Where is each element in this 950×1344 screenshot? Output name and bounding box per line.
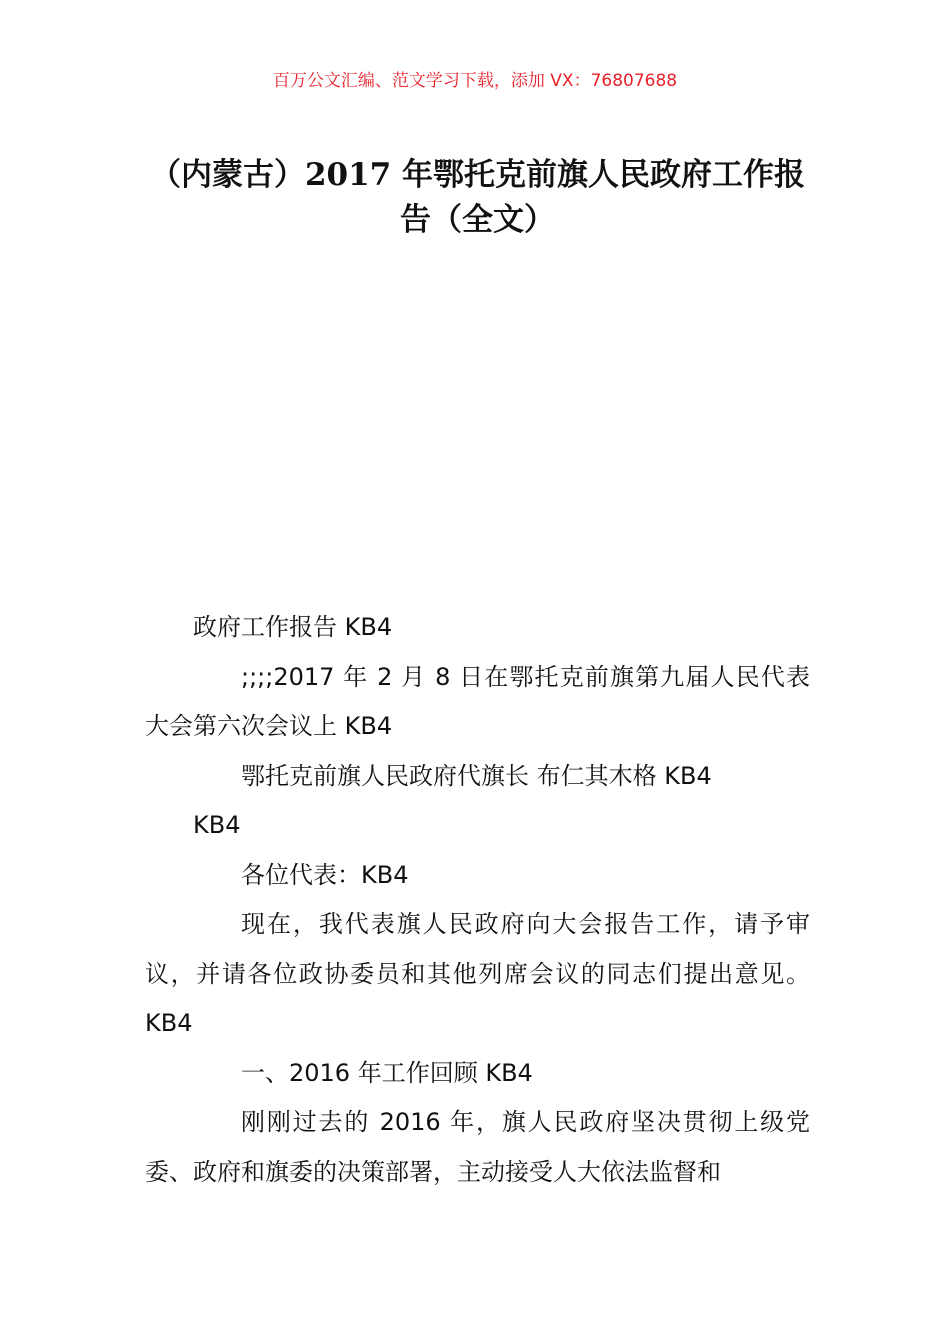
paragraph-meeting-date: ;;;;2017 年 2 月 8 日在鄂托克前旗第九届人民代表大会第六次会议上 KB4	[145, 662, 810, 740]
section-heading-review: 一、2016 年工作回顾 KB4	[241, 1058, 533, 1087]
header-note: 百万公文汇编、范文学习下载，添加 VX：76807688	[272, 71, 678, 91]
paragraph-intro: 现在，我代表旗人民政府向大会报告工作，请予审议，并请各位政协委员和其他列席会议的同志们提出意见。KB4	[145, 910, 810, 1037]
paragraph-marker: KB4	[193, 811, 241, 839]
paragraph-salutation: 各位代表：KB4	[241, 860, 409, 889]
document-body	[145, 603, 810, 1197]
paragraph-report-heading: 政府工作报告 KB4	[193, 613, 393, 641]
paragraph-speaker: 鄂托克前旗人民政府代旗长 布仁其木格 KB4	[241, 761, 712, 790]
paragraph-review-start: 刚刚过去的 2016 年，旗人民政府坚决贯彻上级党委、政府和旗委的决策部署，主动接受人大依法监督和	[145, 1108, 810, 1186]
document-title: （内蒙古）2017 年鄂托克前旗人民政府工作报告（全文）	[149, 157, 806, 238]
